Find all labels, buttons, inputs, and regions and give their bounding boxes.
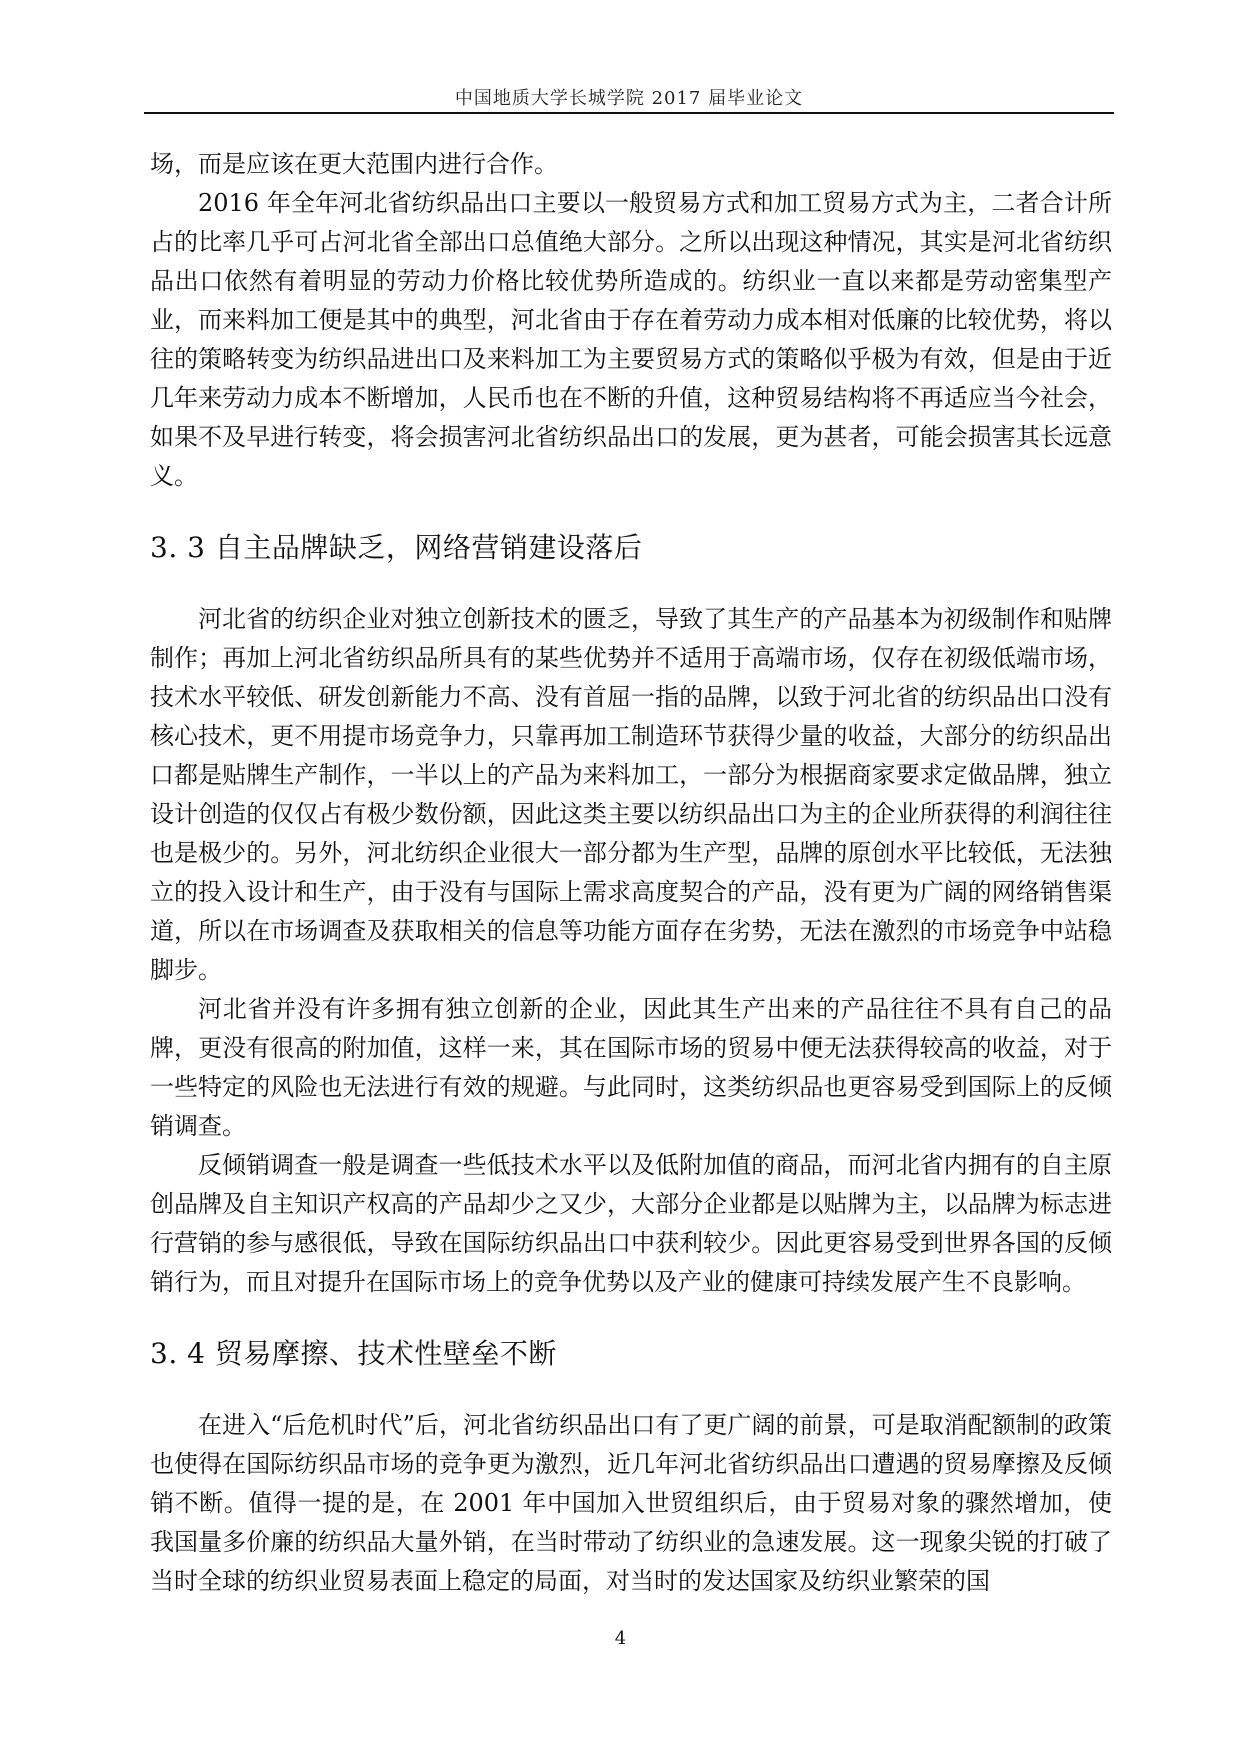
paragraph-3-3-3: 反倾销调查一般是调查一些低技术水平以及低附加值的商品，而河北省内拥有的自主原创品牌及自主知识产权高的产品却少之又少，大部分企业都是以贴牌为主，以品牌为标志进行营销的参与感很低，导致在国际纺织品出口中获利较少。因此更容易受到世界各国的反倾销行为，而且对提升在国际市场上的竞争优势以及产业的健康可持续发展产生不良影响。 bbox=[150, 1151, 1112, 1296]
section-heading-3-4: 3. 4 贸易摩擦、技术性壁垒不断 bbox=[150, 1337, 557, 1370]
page-number: 4 bbox=[614, 1628, 627, 1649]
running-header: 中国地质大学长城学院 2017 届毕业论文 bbox=[454, 88, 804, 109]
page-body bbox=[150, 145, 1112, 1601]
paragraph-2016-trade: 2016 年全年河北省纺织品出口主要以一般贸易方式和加工贸易方式为主，二者合计所占的比率几乎可占河北省全部出口总值绝大部分。之所以出现这种情况，其实是河北省纺织品出口依然有着明显的劳动力价格比较优势所造成的。纺织业一直以来都是劳动密集型产业，而来料加工便是其中的典型，河北省由于存在着劳动力成本相对低廉的比较优势，将以往的策略转变为纺织品进出口及来料加工为主要贸易方式的策略似乎极为有效，但是由于近几年来劳动力成本不断增加，人民币也在不断的升值，这种贸易结构将不再适应当今社会，如果不及早进行转变，将会损害河北省纺织品出口的发展，更为甚者，可能会损害其长远意义。 bbox=[150, 189, 1112, 490]
paragraph-continued: 场，而是应该在更大范围内进行合作。 bbox=[150, 150, 558, 178]
paragraph-3-4-1: 在进入“后危机时代”后，河北省纺织品出口有了更广阔的前景，可是取消配额制的政策也使得在国际纺织品市场的竞争更为激烈，近几年河北省纺织品出口遭遇的贸易摩擦及反倾销不断。值得一提的是，在 2001 年中国加入世贸组织后，由于贸易对象的骤然增加，使我国量多价廉的纺织品大量外销，在当时带动了纺织业的急速发展。这一现象尖锐的打破了当时全球的纺织业贸易表面上稳定的局面，对当时的发达国家及纺织业繁荣的国 bbox=[150, 1411, 1112, 1595]
header-rule bbox=[144, 112, 1114, 114]
paragraph-3-3-1: 河北省的纺织企业对独立创新技术的匮乏，导致了其生产的产品基本为初级制作和贴牌制作；再加上河北省纺织品所具有的某些优势并不适用于高端市场，仅存在初级低端市场，技术水平较低、研发创新能力不高、没有首屈一指的品牌，以致于河北省的纺织品出口没有核心技术，更不用提市场竞争力，只靠再加工制造环节获得少量的收益，大部分的纺织品出口都是贴牌生产制作，一半以上的产品为来料加工，一部分为根据商家要求定做品牌，独立设计创造的仅仅占有极少数份额，因此这类主要以纺织品出口为主的企业所获得的利润往往也是极少的。另外，河北纺织企业很大一部分都为生产型，品牌的原创水平比较低，无法独立的投入设计和生产，由于没有与国际上需求高度契合的产品，没有更为广阔的网络销售渠道，所以在市场调查及获取相关的信息等功能方面存在劣势，无法在激烈的市场竞争中站稳脚步。 bbox=[150, 605, 1112, 984]
section-heading-3-3: 3. 3 自主品牌缺乏，网络营销建设落后 bbox=[150, 531, 643, 564]
paragraph-3-3-2: 河北省并没有许多拥有独立创新的企业，因此其生产出来的产品往往不具有自己的品牌，更没有很高的附加值，这样一来，其在国际市场的贸易中便无法获得较高的收益，对于一些特定的风险也无法进行有效的规避。与此同时，这类纺织品也更容易受到国际上的反倾销调查。 bbox=[150, 995, 1112, 1140]
